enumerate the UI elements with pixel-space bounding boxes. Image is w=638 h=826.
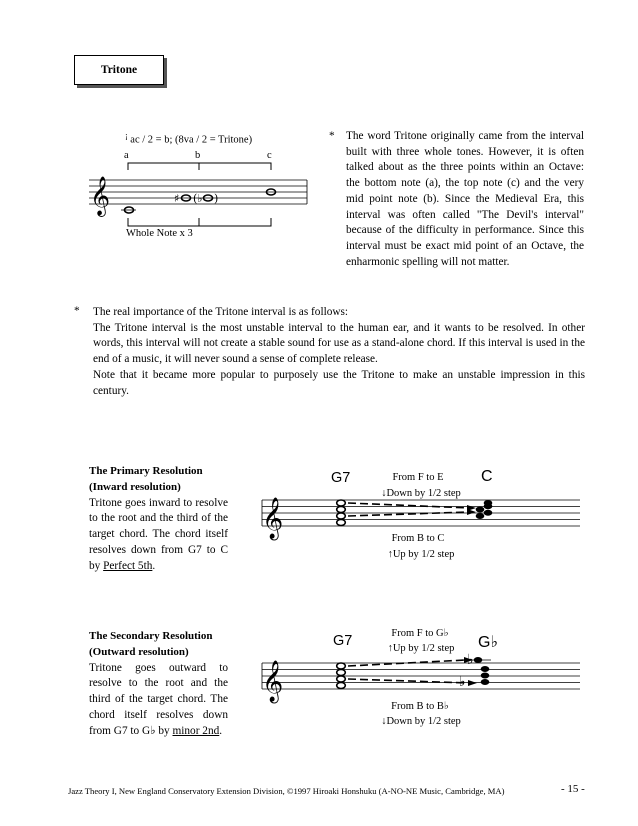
primary-ann-bot1: From B to C <box>391 533 445 544</box>
secondary-ann-top1: From F to G♭ <box>391 628 449 639</box>
secondary-chord-to: G♭ <box>478 634 498 651</box>
section-title: Tritone <box>74 55 164 85</box>
primary-subheading: (Inward resolution) <box>89 480 181 493</box>
secondary-subheading: (Outward resolution) <box>89 645 189 658</box>
primary-ann-top1: From F to E <box>392 472 444 483</box>
importance-note: Note that it became more popular to purposely use the Tritone to make an unstable impression in this century. <box>93 368 585 397</box>
importance-bullet: * <box>74 305 80 317</box>
secondary-body-text: Tritone goes outward to resolve to the root and the third of the target chord. The chord itself resolves down from G7 to G <box>89 661 228 737</box>
primary-heading: The Primary Resolution <box>89 465 203 477</box>
flat-icon: ♭ <box>459 674 466 690</box>
label-b: b <box>195 150 201 161</box>
secondary-ann-bot2: ↓Down by 1/2 step <box>381 716 461 727</box>
primary-ann-bot2: ↑Up by 1/2 step <box>387 549 455 560</box>
treble-clef-icon: 𝄞 <box>262 661 284 702</box>
secondary-ann-bot1: From B to B♭ <box>391 701 449 712</box>
intro-paragraph: The word Tritone originally came from the interval built with three whole tones. However, it is often talked about as the three points within an Octave: the bottom note (a), the top note (c) and the very mid point note (b). Since the Medieval Era, this interval was often called "The Devil's interval" because of the difficulty in performance. Since this interval must be exact mid point of an Octave, the enharmonic spelling will not matter. <box>346 130 584 268</box>
secondary-body: Tritone goes outward to resolve to the root and the third of the target chord. The chord itself resolves down from G7 to G♭ by minor 2nd. <box>89 661 228 737</box>
importance-line: The real importance of the Tritone interval is as follows: <box>93 306 349 318</box>
primary-chord-to: C <box>481 468 493 485</box>
treble-clef-icon: 𝄞 <box>262 498 284 539</box>
primary-body-interval: Perfect 5th <box>103 559 153 572</box>
treble-clef-icon: 𝄞 <box>90 176 111 216</box>
sharp-icon: ♯ <box>174 192 180 205</box>
secondary-body-interval: minor 2nd <box>172 724 220 737</box>
footer-text: Jazz Theory I, New England Conservatory Extension Division, ©1997 Hiroaki Honshuku (A-NO-NE Music, Cambridge, MA) <box>68 786 505 796</box>
label-c: c <box>267 150 272 161</box>
label-a: a <box>124 150 129 161</box>
primary-chord-from: G7 <box>331 470 351 486</box>
importance-paragraph: The Tritone interval is the most unstable interval to the human ear, and it wants to be resolved. In other words, this interval will not create a stable sound for use as a stand-alone chord. If this interval is used in the end of a music, it will never sound a sense of complete release. <box>93 321 585 366</box>
arrow-up-icon: ↑ <box>387 643 393 654</box>
arrow-down-icon: ↓ <box>381 716 387 727</box>
mark-icon: ¡ <box>125 131 128 140</box>
svg-text:): ) <box>214 192 219 205</box>
flat-icon: ♭ <box>150 724 156 737</box>
secondary-chord-from: G7 <box>333 633 353 649</box>
primary-body-end: . <box>152 559 156 572</box>
primary-ann-top2: ↓Down by 1/2 step <box>381 488 461 499</box>
intro-bullet: * <box>329 130 335 142</box>
whole-note-label: Whole Note x 3 <box>126 228 193 239</box>
arrow-down-icon: ↓ <box>381 488 387 499</box>
formula-text: ac / 2 = b; (8va / 2 = Tritone) <box>130 134 253 146</box>
arrow-up-icon: ↑ <box>387 549 393 560</box>
secondary-ann-top2: ↑Up by 1/2 step <box>387 643 455 654</box>
secondary-heading: The Secondary Resolution <box>89 630 213 642</box>
svg-text:(♭: (♭ <box>193 192 203 205</box>
page-number: - 15 - <box>561 783 585 795</box>
primary-body-text: Tritone goes inward to resolve to the root and the third of the target chord. The chord itself resolves down from G7 to C by <box>89 496 228 572</box>
